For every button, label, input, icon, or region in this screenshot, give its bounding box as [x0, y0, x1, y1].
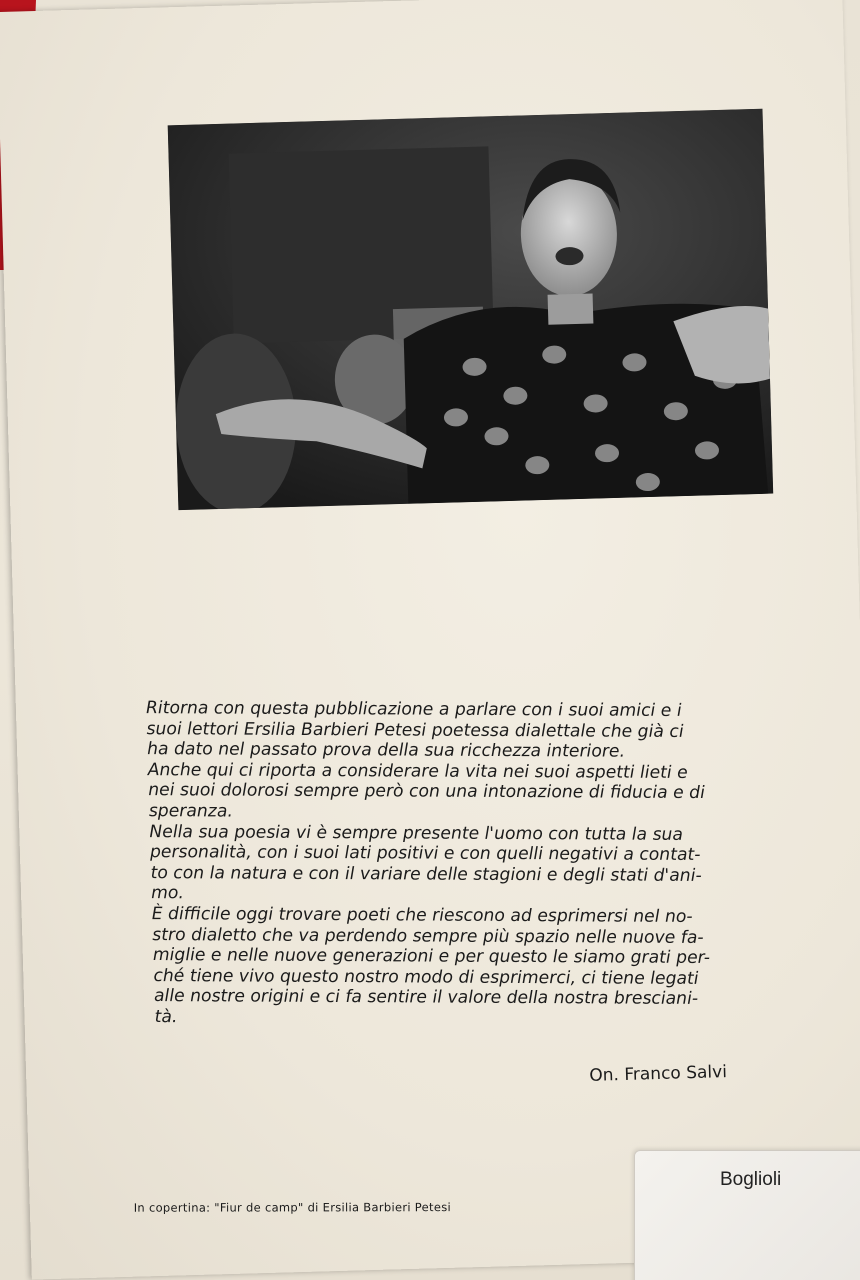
sticker-label: Boglioli	[720, 1169, 782, 1190]
foreword-line: È difficile oggi trovare poeti che riescono ad esprimersi nel no-	[151, 904, 693, 927]
foreword-line: personalità, con i suoi lati positivi e con quelli negativi a contat-	[149, 842, 701, 866]
foreword-line: to con la natura e con il variare delle stagioni e degli stati d'ani-	[150, 862, 702, 886]
portrait-photo-icon	[168, 109, 774, 510]
author-signature: On. Franco Salvi	[589, 1062, 728, 1086]
foreword-line: Ritorna con questa pubblicazione a parlare con i suoi amici e i	[145, 698, 682, 721]
foreword-line: alle nostre origini e ci fa sentire il valore della nostra bresciani-	[153, 986, 699, 1010]
foreword-line: nei suoi dolorosi sempre però con una intonazione di fiducia e di	[147, 780, 706, 804]
foreword-line: Nella sua poesia vi è sempre presente l'uomo con tutta la sua	[149, 821, 684, 845]
foreword-line: stro dialetto che va perdendo sempre più spazio nelle nuove fa-	[152, 924, 704, 948]
portrait-photo	[168, 109, 774, 510]
foreword-line: miglie e nelle nuove generazioni e per questo le siamo grati per-	[152, 945, 711, 969]
foreword-text	[146, 698, 784, 1031]
foreword-line: Anche qui ci riporta a considerare la vita nei suoi aspetti lieti e	[147, 759, 688, 783]
cover-caption: In copertina: "Fiur de camp" di Ersilia Barbieri Petesi	[133, 1200, 451, 1215]
foreword-line: ché tiene vivo questo nostro modo di esprimerci, ci tiene legati	[153, 965, 699, 989]
foreword-line: suoi lettori Ersilia Barbieri Petesi poetessa dialettale che già ci	[146, 718, 684, 742]
foreword-line: speranza.	[148, 801, 234, 822]
foreword-line: tà.	[154, 1006, 178, 1028]
library-sticker	[634, 1150, 860, 1280]
foreword-line: mo.	[150, 883, 185, 904]
foreword-line: ha dato nel passato prova della sua ricchezza interiore.	[146, 739, 626, 762]
